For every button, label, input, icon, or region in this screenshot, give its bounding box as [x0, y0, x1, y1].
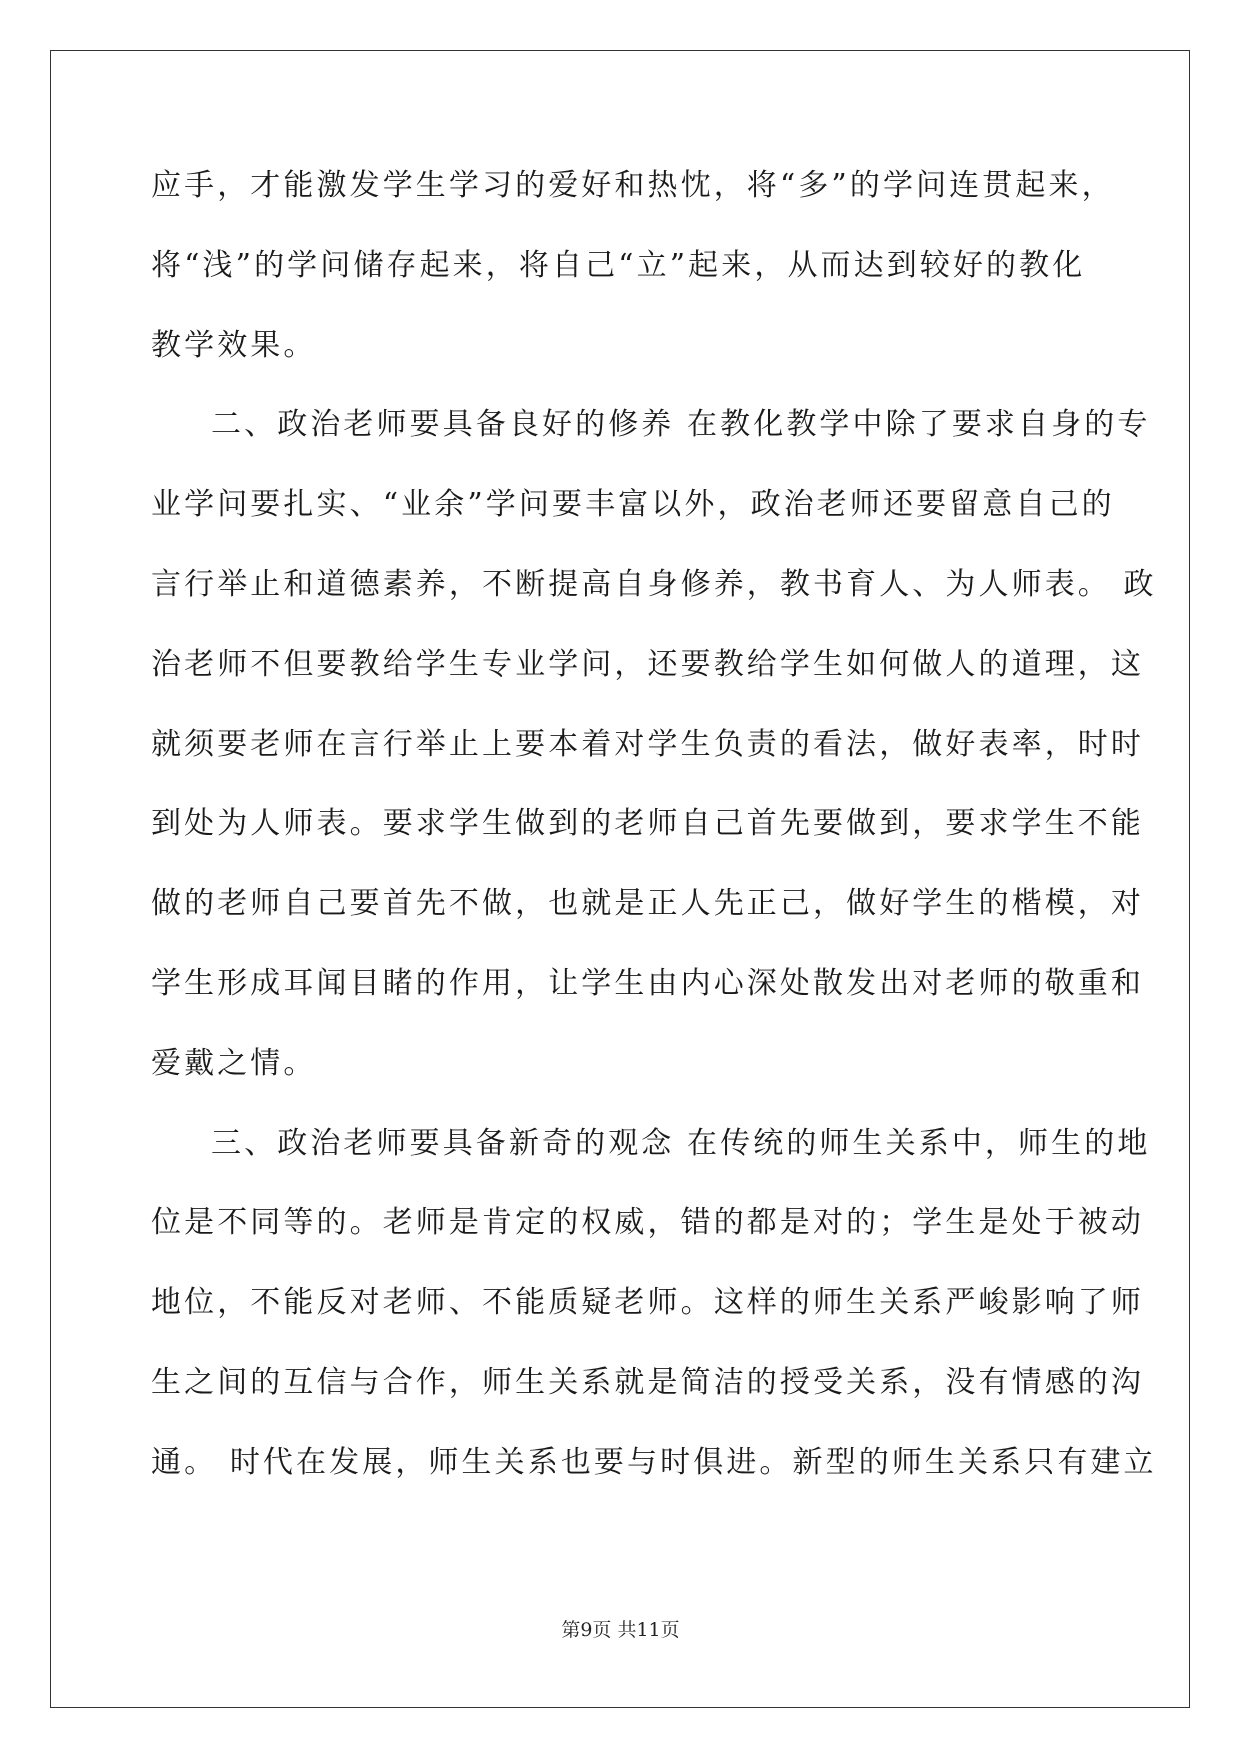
- text-line: 学生形成耳闻目睹的作用，让学生由内心深处散发出对老师的敬重和: [151, 965, 1144, 1001]
- section-heading-line: 三、政治老师要具备新奇的观念 在传统的师生关系中，师生的地: [211, 1125, 1151, 1161]
- text-line: 业学问要扎实、“业余”学问要丰富以外，政治老师还要留意自己的: [151, 487, 1115, 523]
- text-line: 治老师不但要教给学生专业学问，还要教给学生如何做人的道理，这: [151, 646, 1144, 682]
- text-line: 到处为人师表。要求学生做到的老师自己首先要做到，要求学生不能: [151, 806, 1144, 842]
- text-line: 地位，不能反对老师、不能质疑老师。这样的师生关系严峻影响了师: [151, 1285, 1144, 1321]
- text-line: 言行举止和道德素养，不断提高自身修养，教书育人、为人师表。 政: [151, 566, 1157, 602]
- text-line: 生之间的互信与合作，师生关系就是简洁的授受关系，没有情感的沟: [151, 1364, 1144, 1400]
- text-line: 做的老师自己要首先不做，也就是正人先正己，做好学生的楷模，对: [151, 886, 1144, 922]
- text-line: 应手，才能激发学生学习的爱好和热忱，将“多”的学问连贯起来，: [151, 168, 1115, 203]
- text-line: 位是不同等的。老师是肯定的权威，错的都是对的；学生是处于被动: [151, 1205, 1144, 1241]
- body-text: [151, 160, 1157, 1517]
- text-line: 通。 时代在发展，师生关系也要与时俱进。新型的师生关系只有建立: [151, 1444, 1157, 1480]
- text-line: 就须要老师在言行举止上要本着对学生负责的看法，做好表率，时时: [151, 726, 1144, 762]
- text-line: 将“浅”的学问储存起来，将自己“立”起来，从而达到较好的教化: [151, 247, 1086, 283]
- text-line: 教学效果。: [151, 327, 317, 363]
- section-heading-line: 二、政治老师要具备良好的修养 在教化教学中除了要求自身的专: [211, 407, 1151, 443]
- text-line: 爱戴之情。: [151, 1045, 317, 1081]
- page-footer: 第9页 共11页: [561, 1619, 680, 1641]
